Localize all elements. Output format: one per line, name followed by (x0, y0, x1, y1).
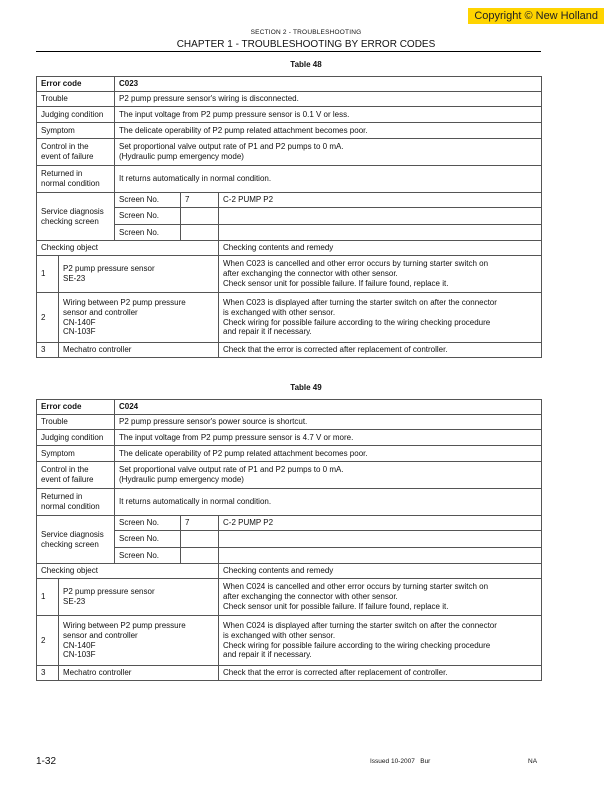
trouble-label: Trouble (37, 92, 115, 107)
error-code-value: C023 (115, 77, 542, 92)
service-diagnosis-label: Service diagnosis checking screen (37, 193, 115, 241)
row-number: 3 (37, 666, 59, 681)
screen-number (181, 225, 219, 241)
judging-label: Judging condition (37, 107, 115, 123)
check-object: Wiring between P2 pump pressure sensor and controller CN-140F CN-103F (59, 616, 219, 666)
control-value: Set proportional valve output rate of P1 and P2 pumps to 0 mA. (Hydraulic pump emergency mode) (115, 462, 542, 489)
screen-number (181, 208, 219, 225)
screen-label: Screen No. (115, 548, 181, 564)
trouble-value: P2 pump pressure sensor's wiring is disconnected. (115, 92, 542, 107)
section-header: SECTION 2 - TROUBLESHOOTING (250, 29, 362, 36)
copyright-banner: Copyright © New Holland (468, 8, 604, 24)
error-table-c024 (36, 399, 542, 681)
screen-label: Screen No. (115, 225, 181, 241)
screen-label: Screen No. (115, 208, 181, 225)
returned-label: Returned in normal condition (37, 166, 115, 193)
row-number: 2 (37, 293, 59, 343)
trouble-value: P2 pump pressure sensor's power source is shortcut. (115, 415, 542, 430)
check-remedy: Check that the error is corrected after replacement of controller. (219, 666, 542, 681)
trouble-label: Trouble (37, 415, 115, 430)
check-object: Mechatro controller (59, 666, 219, 681)
screen-value (219, 225, 542, 241)
check-object: Wiring between P2 pump pressure sensor and controller CN-140F CN-103F (59, 293, 219, 343)
symptom-label: Symptom (37, 123, 115, 139)
row-number: 3 (37, 343, 59, 358)
error-code-value: C024 (115, 400, 542, 415)
error-code-label: Error code (37, 77, 115, 92)
row-number: 2 (37, 616, 59, 666)
screen-value: C-2 PUMP P2 (219, 516, 542, 531)
symptom-value: The delicate operability of P2 pump related attachment becomes poor. (115, 123, 542, 139)
screen-number: 7 (181, 193, 219, 208)
checking-object-header: Checking object (37, 564, 219, 579)
screen-value (219, 548, 542, 564)
row-number: 1 (37, 256, 59, 293)
service-diagnosis-label: Service diagnosis checking screen (37, 516, 115, 564)
returned-value: It returns automatically in normal condition. (115, 489, 542, 516)
judging-label: Judging condition (37, 430, 115, 446)
judging-value: The input voltage from P2 pump pressure sensor is 4.7 V or more. (115, 430, 542, 446)
check-object: P2 pump pressure sensor SE-23 (59, 579, 219, 616)
error-code-label: Error code (37, 400, 115, 415)
check-remedy: Check that the error is corrected after replacement of controller. (219, 343, 542, 358)
screen-value: C-2 PUMP P2 (219, 193, 542, 208)
screen-value (219, 208, 542, 225)
check-remedy: When C023 is displayed after turning the starter switch on after the connector is exchanged with other sensor. Check wiring for possible failure according to the wiring checking procedure and repair it if necessary. (219, 293, 542, 343)
check-object: Mechatro controller (59, 343, 219, 358)
screen-label: Screen No. (115, 531, 181, 548)
returned-value: It returns automatically in normal condition. (115, 166, 542, 193)
issue-date: Issued 10-2007 Bur (370, 758, 431, 765)
check-remedy: When C024 is cancelled and other error occurs by turning starter switch on after exchanging the connector with other sensor. Check sensor unit for possible failure. If failure found, replace it. (219, 579, 542, 616)
control-label: Control in the event of failure (37, 462, 115, 489)
table-48-caption: Table 48 (290, 60, 322, 69)
row-number: 1 (37, 579, 59, 616)
check-object: P2 pump pressure sensor SE-23 (59, 256, 219, 293)
error-table-c023 (36, 76, 542, 358)
region-code: NA (528, 758, 538, 765)
screen-number (181, 531, 219, 548)
screen-label: Screen No. (115, 193, 181, 208)
header-divider (36, 51, 541, 52)
chapter-title: CHAPTER 1 - TROUBLESHOOTING BY ERROR CODES (176, 39, 436, 50)
control-label: Control in the event of failure (37, 139, 115, 166)
returned-label: Returned in normal condition (37, 489, 115, 516)
page-number: 1-32 (36, 756, 57, 767)
symptom-label: Symptom (37, 446, 115, 462)
screen-label: Screen No. (115, 516, 181, 531)
checking-contents-header: Checking contents and remedy (219, 564, 542, 579)
judging-value: The input voltage from P2 pump pressure sensor is 0.1 V or less. (115, 107, 542, 123)
check-remedy: When C023 is cancelled and other error occurs by turning starter switch on after exchanging the connector with other sensor. Check sensor unit for possible failure. If failure found, replace it. (219, 256, 542, 293)
check-remedy: When C024 is displayed after turning the starter switch on after the connector is exchanged with other sensor. Check wiring for possible failure according to the wiring checking procedure and repair it if necessary. (219, 616, 542, 666)
symptom-value: The delicate operability of P2 pump related attachment becomes poor. (115, 446, 542, 462)
screen-value (219, 531, 542, 548)
screen-number: 7 (181, 516, 219, 531)
table-49-caption: Table 49 (290, 383, 322, 392)
control-value: Set proportional valve output rate of P1 and P2 pumps to 0 mA. (Hydraulic pump emergency mode) (115, 139, 542, 166)
screen-number (181, 548, 219, 564)
checking-contents-header: Checking contents and remedy (219, 241, 542, 256)
checking-object-header: Checking object (37, 241, 219, 256)
